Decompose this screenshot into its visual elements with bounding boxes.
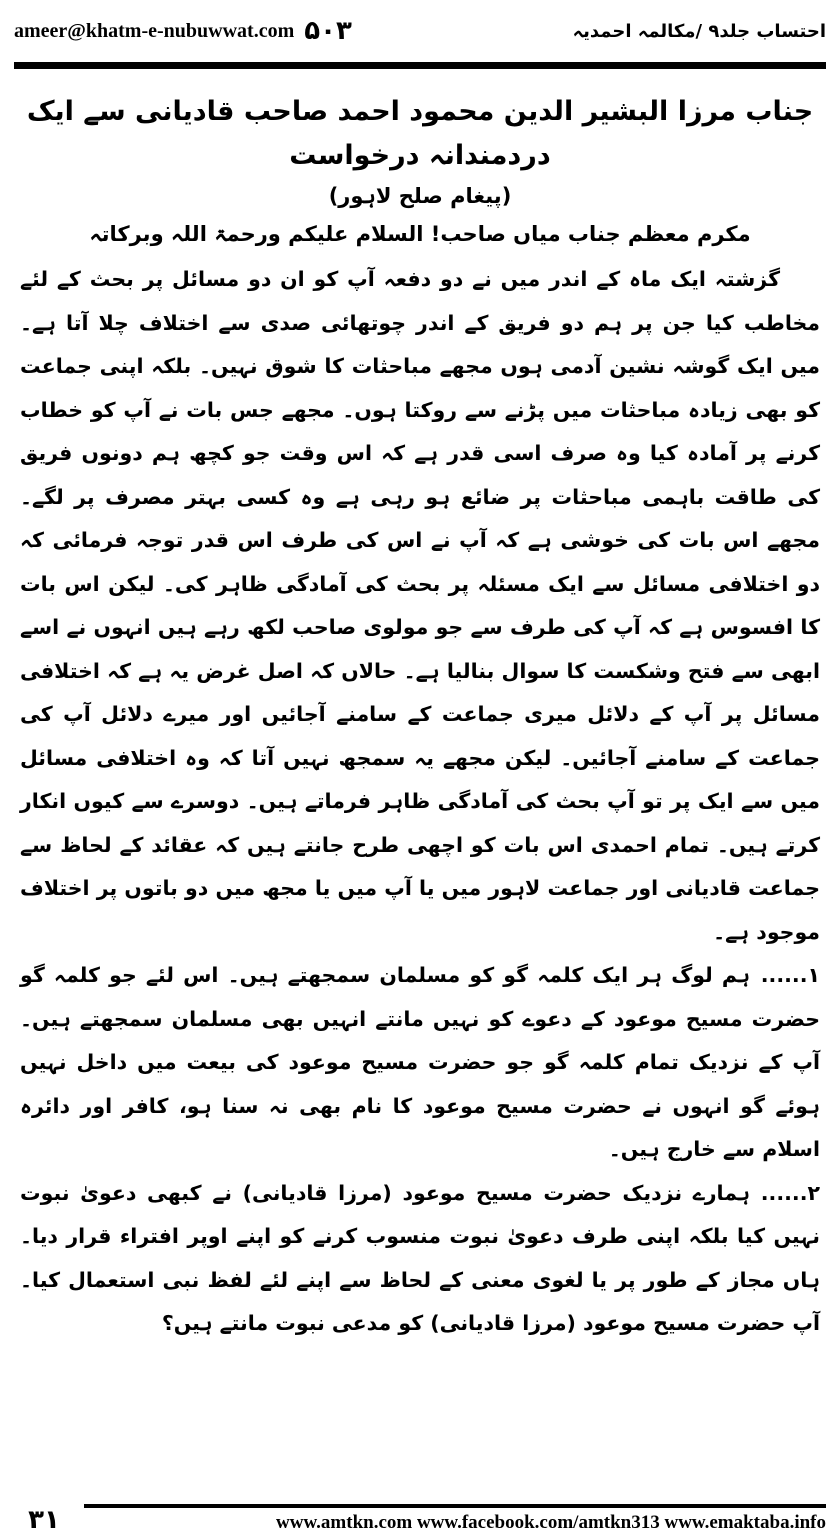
page-header [14,14,826,48]
point-1-text: ہم لوگ ہر ایک کلمہ گو کو مسلمان سمجھتے ہیں۔ اس لئے جو کلمہ گو حضرت مسیح موعود کے دعوے کو نہیں مانتے انہیں بھی مسلمان سمجھتے ہیں۔ آپ کے نزدیک تمام کلمہ گو جو حضرت مسیح موعود کی بیعت میں داخل نہیں ہوئے گو انہوں نے حضرت مسیح موعود کا نام بھی نہ سنا ہو، کافر اور دائرہ اسلام سے خارج ہیں۔ [20,963,820,1161]
header-page-number: ۵۰۳ [304,16,352,46]
paragraph-1: گزشتہ ایک ماہ کے اندر میں نے دو دفعہ آپ کو ان دو مسائل پر بحث کے لئے مخاطب کیا جن پر ہم دو فریق کے اندر چوتھائی صدی سے اختلاف چلا آتا ہے۔ میں ایک گوشہ نشین آدمی ہوں مجھے مباحثات کا شوق نہیں۔ بلکہ اپنی جماعت کو بھی زیادہ مباحثات میں پڑنے سے روکتا ہوں۔ مجھے جس بات نے آپ کو خطاب کرنے پر آمادہ کیا وہ صرف اسی قدر ہے کہ اس وقت جو کچھ ہم دونوں فریق کی طاقت باہمی مباحثات پر ضائع ہو رہی ہے وہ کسی بہتر مصرف پر لگے۔ مجھے اس بات کی خوشی ہے کہ آپ نے اس کی طرف اس قدر توجہ فرمائی کہ دو اختلافی مسائل سے ایک مسئلہ پر بحث کی آمادگی ظاہر کی۔ لیکن اس بات کا افسوس ہے کہ آپ کی طرف سے جو مولوی صاحب لکھ رہے ہیں انہوں نے اسے ابھی سے فتح وشکست کا سوال بنالیا ہے۔ حالاں کہ اصل غرض یہ ہے کہ اختلافی مسائل پر آپ کے دلائل میری جماعت کے سامنے آجائیں اور میرے دلائل آپ کی جماعت کے سامنے آجائیں۔ لیکن مجھے یہ سمجھ نہیں آتا کہ وہ اختلافی مسائل میں سے ایک پر تو آپ بحث کی آمادگی ظاہر فرماتے ہیں۔ دوسرے سے کیوں انکار کرتے ہیں۔ تمام احمدی اس بات کو اچھی طرح جانتے ہیں کہ عقائد کے لحاظ سے جماعت قادیانی اور جماعت لاہور میں یا آپ میں یا مجھ میں دو باتوں پر اختلاف موجود ہے۔ [20,267,820,944]
footer-page-number: ۳۱ [28,1505,60,1535]
document-title: جناب مرزا البشیر الدین محمود احمد صاحب قادیانی سے ایک دردمندانہ درخواست [26,96,814,171]
footer-rule [84,1504,826,1508]
header-rule [14,62,826,69]
document-subtitle: (پیغام صلح لاہور) [328,184,512,208]
point-2-text: ہمارے نزدیک حضرت مسیح موعود (مرزا قادیانی) نے کبھی دعویٰ نبوت نہیں کیا بلکہ اپنی طرف دعویٰ نبوت منسوب کرنے کو اپنے اوپر افتراء قرار دیا۔ ہاں مجاز کے طور پر یا لغوی معنی کے لحاظ سے اپنے لئے لفظ نبی استعمال کیا۔ آپ حضرت مسیح موعود (مرزا قادیانی) کو مدعی نبوت مانتے ہیں؟ [20,1180,820,1335]
footer-links: www.amtkn.com www.facebook.com/amtkn313 www.emaktaba.info [276,1512,826,1533]
salutation: مکرم معظم جناب میاں صاحب! السلام علیکم ورحمۃ اللہ وبرکاتہ [89,222,751,246]
point-2 [20,1172,820,1346]
header-email: ameer@khatm-e-nubuwwat.com [14,19,295,42]
header-left [14,16,352,46]
point-1 [20,954,820,1172]
point-1-number: ۱...... [760,963,820,987]
page-body [20,84,820,1346]
point-2-number: ۲...... [760,1180,820,1205]
page-footer [14,1502,826,1538]
running-title: احتساب جلد۹ /مکالمہ احمدیہ [572,20,826,42]
